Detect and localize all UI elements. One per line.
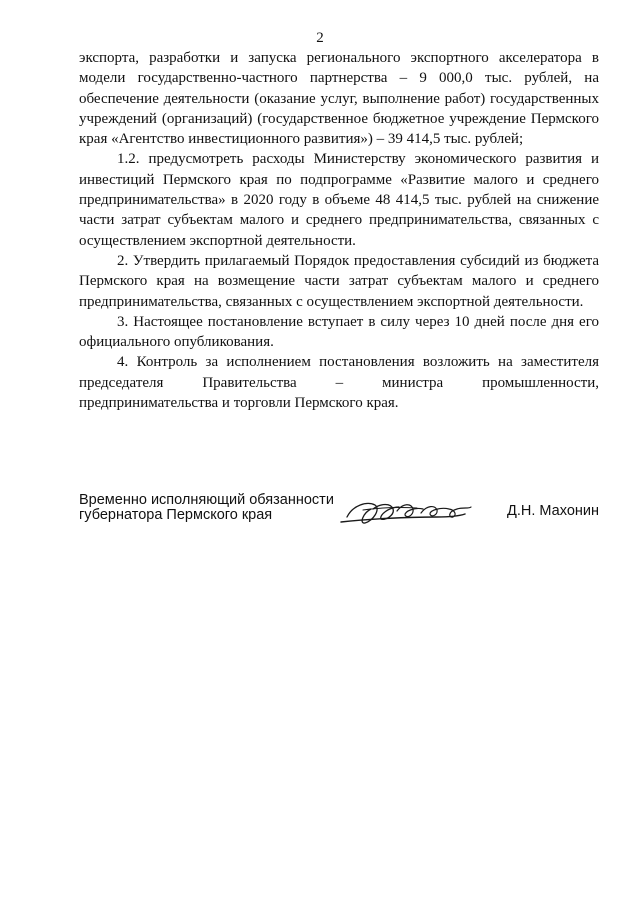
document-body xyxy=(79,48,599,413)
signature-stroke-loop-4 xyxy=(421,507,471,518)
signature-block xyxy=(79,493,599,543)
paragraph-continuation: экспорта, разработки и запуска регионального экспортного акселератора в модели государственно-частного партнерства – 9 000,0 тыс. рублей, на обеспечение деятельности (оказание услуг, выполнение работ) государственных учреждений (организаций) (государственное бюджетное учреждение Пермского края «Агентство инвестиционного развития») – 39 414,5 тыс. рублей; xyxy=(79,50,599,148)
signer-title xyxy=(79,493,334,523)
page-number: 2 xyxy=(316,30,324,46)
paragraph-1-2: 1.2. предусмотреть расходы Министерству экономического развития и инвестиций Пермского края по подпрограмме «Развитие малого и среднего предпринимательства» в 2020 году в объеме 48 414,5 тыс. рублей на снижение части затрат субъектам малого и среднего предпринимательства, связанных с осуществлением экспортной деятельности. xyxy=(79,151,599,249)
paragraph-3: 3. Настоящее постановление вступает в силу через 10 дней после дня его официального опубликования. xyxy=(79,313,599,351)
signature-stroke-loop-1 xyxy=(347,504,377,524)
signer-title-line-2: губернатора Пермского края xyxy=(79,507,273,523)
signer-title-line-1: Временно исполняющий обязанности xyxy=(79,492,334,508)
signer-name: Д.Н. Махонин xyxy=(507,503,599,519)
signature-stroke-loop-3 xyxy=(397,505,423,517)
signature-stroke-underline xyxy=(341,514,465,522)
handwritten-signature xyxy=(337,495,477,535)
paragraph-2: 2. Утвердить прилагаемый Порядок предоставления субсидий из бюджета Пермского края на возмещение части затрат субъектам малого и среднего предпринимательства, связанных с осуществлением экспортной деятельности. xyxy=(79,252,599,310)
paragraph-4: 4. Контроль за исполнением постановления возложить на заместителя председателя Правительства – министра промышленности, предпринимательства и торговли Пермского края. xyxy=(79,354,599,412)
